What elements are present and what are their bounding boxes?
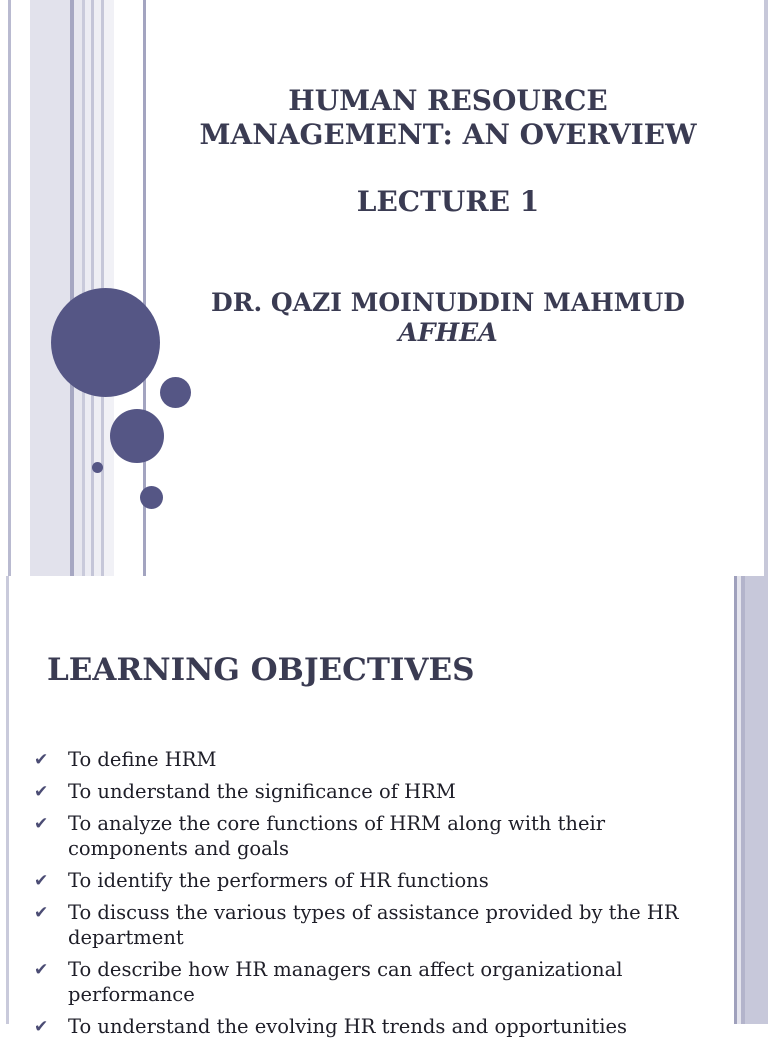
decorative-stripe xyxy=(745,576,768,1024)
checkmark-icon: ✔ xyxy=(34,871,49,891)
objective-text: To identify the performers of HR functions xyxy=(68,869,489,892)
decorative-circle xyxy=(160,377,191,408)
objective-text: To define HRM xyxy=(68,748,217,771)
decorative-stripe xyxy=(74,0,82,576)
list-item xyxy=(34,747,684,772)
author-organization: AFHEA xyxy=(398,318,498,347)
author-name: DR. QAZI MOINUDDIN MAHMUD xyxy=(211,288,685,317)
title-line-1: HUMAN RESOURCE xyxy=(288,84,608,117)
title-line-2: MANAGEMENT: AN OVERVIEW xyxy=(199,118,697,151)
decorative-stripe xyxy=(8,0,11,576)
list-item xyxy=(34,1014,684,1039)
list-item xyxy=(34,811,684,861)
checkmark-icon: ✔ xyxy=(34,814,49,834)
objective-text: To describe how HR managers can affect organizational performance xyxy=(68,958,623,1006)
lecture-label: LECTURE 1 xyxy=(356,185,540,218)
objective-text: To understand the significance of HRM xyxy=(68,780,456,803)
checkmark-icon: ✔ xyxy=(34,1017,49,1037)
decorative-stripe xyxy=(30,0,70,576)
decorative-stripe xyxy=(764,0,768,576)
list-item xyxy=(34,900,684,950)
objective-text: To understand the evolving HR trends and opportunities xyxy=(68,1015,628,1038)
objectives-slide xyxy=(0,576,768,1038)
decorative-circle xyxy=(51,288,160,397)
list-item xyxy=(34,868,684,893)
checkmark-icon: ✔ xyxy=(34,960,49,980)
objective-text: To discuss the various types of assistance provided by the HR department xyxy=(68,901,679,949)
presentation-title xyxy=(178,84,718,152)
list-item xyxy=(34,779,684,804)
decorative-circle xyxy=(140,486,163,509)
objectives-list xyxy=(34,747,684,1046)
objective-text: To analyze the core functions of HRM along with their components and goals xyxy=(68,812,606,860)
list-item xyxy=(34,957,684,1007)
decorative-circle xyxy=(110,409,164,463)
decorative-circle xyxy=(92,462,103,473)
checkmark-icon: ✔ xyxy=(34,750,49,770)
checkmark-icon: ✔ xyxy=(34,903,49,923)
slide-heading: LEARNING OBJECTIVES xyxy=(47,652,475,688)
checkmark-icon: ✔ xyxy=(34,782,49,802)
decorative-stripe xyxy=(6,576,9,1024)
